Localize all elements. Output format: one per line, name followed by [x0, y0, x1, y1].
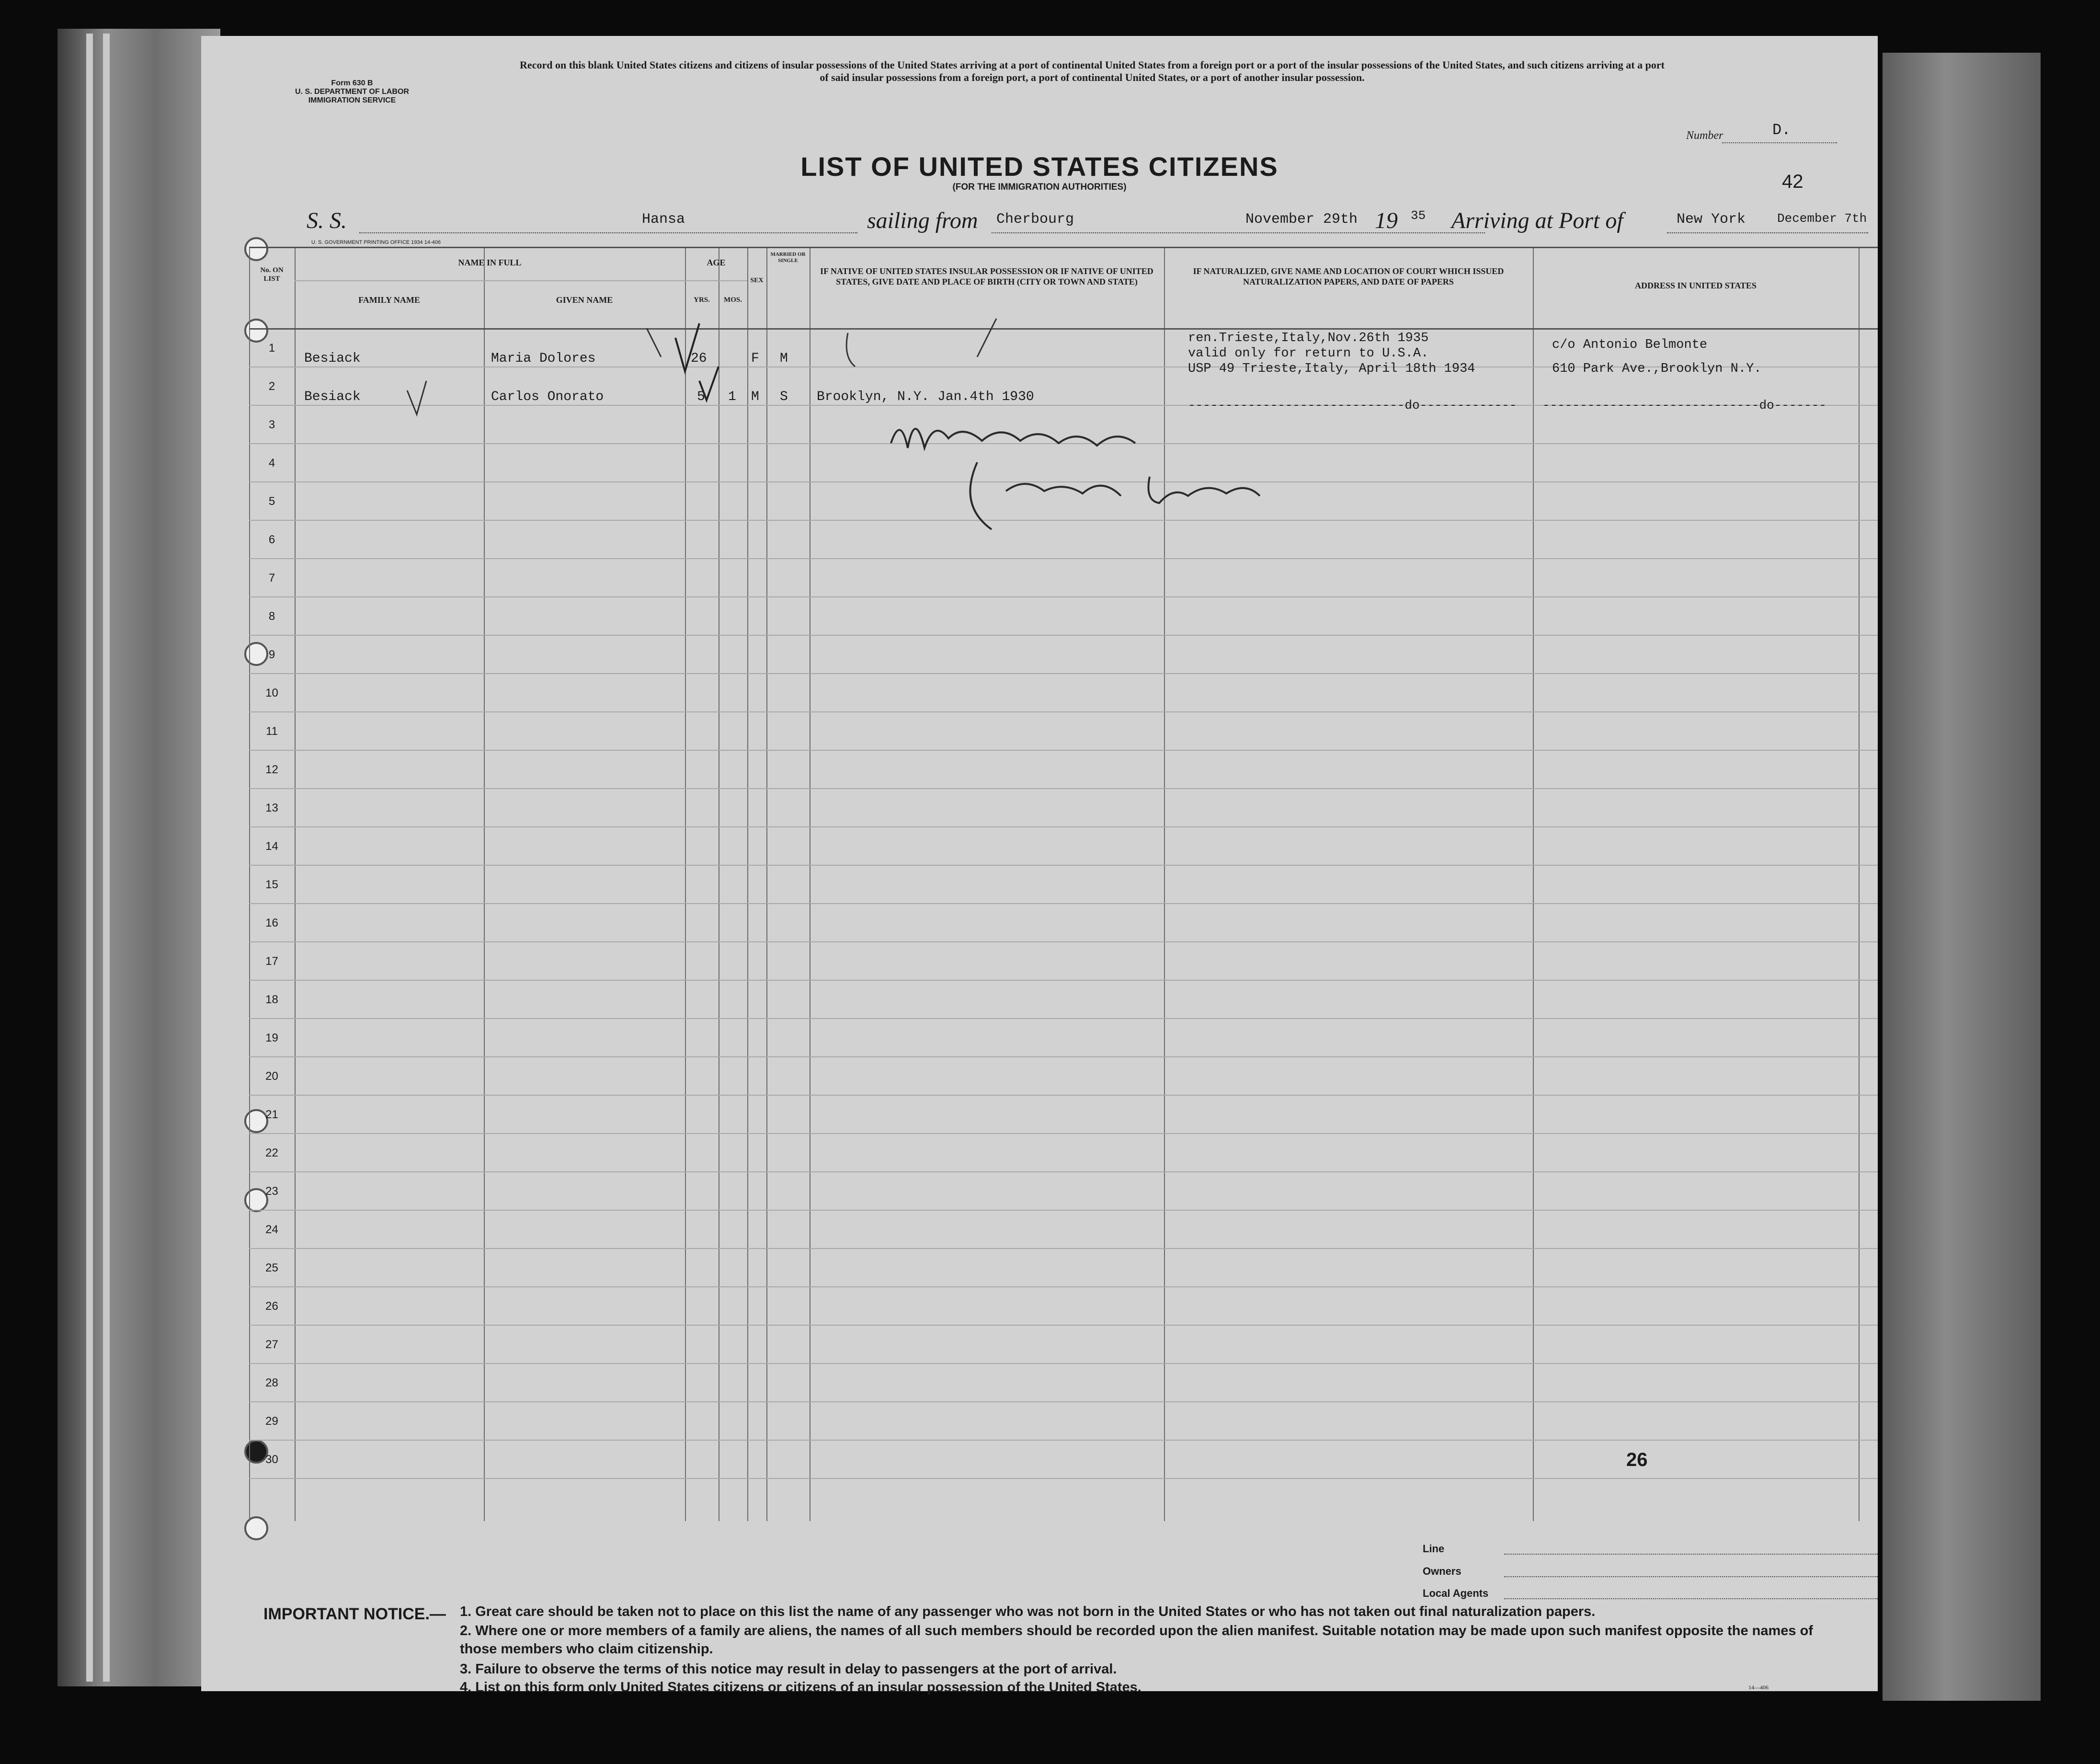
local-agents-field	[1504, 1598, 1878, 1599]
record-instructions: Record on this blank United States citizens and citizens of insular possessions of the United States arriving at a port of continental United States from a foreign port or a port of the insular possessions of the United States, and such citizens arriving at a port of said insular possessions from a foreign port, a port of continental United States, or a port of another insular possession.	[520, 59, 1665, 83]
page-subtitle: (FOR THE IMMIGRATION AUTHORITIES)	[952, 182, 1127, 192]
arriving-label: Arriving at Port of	[1451, 208, 1623, 233]
stamp-number: 26	[1626, 1449, 1648, 1470]
naturalization-1b: valid only for return to U.S.A.	[1188, 346, 1429, 361]
department: U. S. DEPARTMENT OF LABOR	[295, 88, 409, 96]
row-line	[249, 788, 1878, 789]
number-value: D.	[1772, 121, 1791, 139]
row-number: 16	[265, 916, 278, 929]
row-line	[249, 941, 1878, 942]
row-line	[249, 1363, 1878, 1364]
line-label: Line	[1423, 1543, 1445, 1555]
row-line	[249, 1210, 1878, 1211]
ink-stroke	[647, 328, 661, 357]
address-1b: 610 Park Ave.,Brooklyn N.Y.	[1552, 362, 1762, 376]
checkmark	[699, 367, 719, 400]
row-number: 22	[265, 1146, 278, 1159]
departure-year: 35	[1411, 208, 1426, 223]
row-line	[249, 980, 1878, 981]
row-line	[249, 673, 1878, 674]
binder-strip	[86, 34, 93, 1682]
row-line	[249, 1401, 1878, 1402]
col-address: ADDRESS IN UNITED STATES	[1635, 281, 1757, 290]
col-no-on-list: No. ON LIST	[260, 266, 284, 283]
ink-stroke	[977, 319, 996, 357]
row-line	[249, 903, 1878, 904]
row-line	[249, 1056, 1878, 1057]
col-yrs: YRS.	[694, 296, 710, 304]
col-naturalized: IF NATURALIZED, GIVE NAME AND LOCATION OF COURT WHICH ISSUED NATURALIZATION PAPERS, AND DATE OF PAPERS	[1193, 266, 1504, 286]
ink-stroke	[846, 333, 855, 367]
row-number: 11	[266, 725, 278, 738]
notice-heading: IMPORTANT NOTICE.—	[263, 1605, 446, 1623]
notice-item-4: 4. List on this form only United States citizens or citizens of an insular possession of the United States.	[460, 1680, 1141, 1695]
number-label: Number	[1686, 129, 1723, 142]
checkmark	[407, 381, 426, 414]
row-number: 13	[265, 802, 278, 814]
form-number: Form 630 B	[331, 79, 373, 87]
row-number: 6	[268, 533, 275, 546]
sailing-label: sailing from	[867, 208, 978, 233]
row-number: 4	[268, 457, 275, 470]
row-number: 29	[265, 1415, 278, 1428]
row-line	[249, 865, 1878, 866]
row-number: 1	[268, 342, 275, 355]
row-line	[249, 711, 1878, 712]
signature-2	[948, 448, 1284, 553]
ship-name: Hansa	[642, 211, 685, 228]
binder-left	[57, 29, 220, 1686]
family-name-2: Besiack	[304, 389, 361, 404]
naturalization-1a: ren.Trieste,Italy,Nov.26th 1935	[1188, 331, 1429, 345]
row-number: 19	[265, 1031, 278, 1044]
col-mos: MOS.	[724, 296, 742, 304]
row-number: 28	[265, 1376, 278, 1389]
row-line	[249, 1286, 1878, 1287]
number-line	[1722, 142, 1837, 143]
row-number: 14	[265, 840, 278, 853]
row-line	[249, 1248, 1878, 1249]
row-line	[249, 826, 1878, 827]
checkmark	[675, 323, 699, 371]
col-age: AGE	[707, 258, 726, 267]
row-number: 24	[265, 1223, 278, 1236]
col-family-name: FAMILY NAME	[358, 295, 420, 305]
row-line	[249, 1440, 1878, 1441]
birth-2: Brooklyn, N.Y. Jan.4th 1930	[817, 389, 1034, 404]
col-given-name: GIVEN NAME	[556, 295, 613, 305]
printing-note: U. S. GOVERNMENT PRINTING OFFICE 1934 14-406	[311, 240, 441, 245]
address-2: -----------------------------do-------	[1542, 398, 1826, 412]
arrival-port: New York	[1677, 211, 1746, 228]
notice-item-1: 1. Great care should be taken not to place on this list the name of any passenger who was not born in the United States or who has not taken out final naturalization papers.	[460, 1604, 1596, 1619]
address-1a: c/o Antonio Belmonte	[1552, 338, 1708, 352]
row-line	[249, 1171, 1878, 1172]
col-name-in-full: NAME IN FULL	[458, 258, 522, 267]
sex-1: F	[751, 351, 759, 366]
row-line	[249, 750, 1878, 751]
departure-line	[992, 232, 1485, 233]
col-married-or-single: MARRIED OR SINGLE	[770, 252, 806, 263]
row-number: 17	[265, 955, 278, 968]
year-prefix: 19	[1375, 208, 1398, 233]
row-number: 5	[268, 495, 275, 508]
notice-item-2: 2. Where one or more members of a family are aliens, the names of all such members should be recorded upon the alien manifest. Suitable notation may be made upon such manifest opposite the names of those members who claim citizenship.	[460, 1623, 1813, 1657]
row-number: 21	[265, 1108, 278, 1121]
row-line	[249, 1018, 1878, 1019]
form-id	[249, 79, 455, 105]
given-name-1: Maria Dolores	[491, 351, 596, 366]
binder-right	[1883, 53, 2041, 1701]
owners-field	[1504, 1576, 1878, 1577]
arrival-date: December 7th	[1777, 211, 1867, 226]
manifest-page	[201, 36, 1878, 1695]
row-line	[249, 1478, 1878, 1479]
naturalization-1c: USP 49 Trieste,Italy, April 18th 1934	[1188, 362, 1475, 376]
col-sex: SEX	[750, 277, 764, 284]
page-number: 42	[1782, 171, 1803, 192]
page-title: LIST OF UNITED STATES CITIZENS	[800, 151, 1278, 182]
row-line	[249, 1325, 1878, 1326]
row-number: 25	[265, 1261, 278, 1274]
owners-label: Owners	[1423, 1565, 1461, 1577]
row-number: 26	[265, 1300, 278, 1313]
sex-2: M	[751, 389, 759, 404]
row-line	[249, 1133, 1878, 1134]
local-agents-label: Local Agents	[1423, 1587, 1489, 1599]
yrs-2: 5	[697, 389, 705, 404]
row-number: 27	[265, 1338, 278, 1351]
service: IMMIGRATION SERVICE	[308, 96, 396, 104]
binder-strip	[103, 34, 110, 1682]
ship-line	[359, 232, 857, 233]
form-code: 14—406	[1748, 1684, 1769, 1691]
row-number: 9	[268, 648, 275, 661]
row-number: 7	[268, 572, 275, 584]
row-line	[249, 558, 1878, 559]
line-field	[1504, 1554, 1878, 1555]
departure-date: November 29th	[1245, 211, 1358, 228]
row-number: 3	[268, 418, 275, 431]
marital-1: M	[780, 351, 788, 366]
row-number: 15	[265, 878, 278, 891]
row-number: 18	[265, 993, 278, 1006]
departure-port: Cherbourg	[996, 211, 1074, 228]
given-name-2: Carlos Onorato	[491, 389, 604, 404]
arrival-line	[1667, 232, 1868, 233]
row-number: 8	[268, 610, 275, 623]
row-number: 10	[265, 687, 278, 699]
ship-label: S. S.	[307, 208, 347, 233]
family-name-1: Besiack	[304, 351, 361, 366]
naturalization-2: -----------------------------do-------------	[1188, 398, 1517, 412]
row-number: 12	[265, 763, 278, 776]
col-birth: IF NATIVE OF UNITED STATES INSULAR POSSESSION OR IF NATIVE OF UNITED STATES, GIVE DATE AND PLACE OF BIRTH (CITY OR TOWN AND STATE)	[820, 266, 1153, 286]
notice-item-3: 3. Failure to observe the terms of this notice may result in delay to passengers at the port of arrival.	[460, 1661, 1117, 1677]
mos-2: 1	[728, 389, 736, 404]
row-number: 2	[268, 380, 275, 393]
passenger-table	[201, 247, 1878, 1521]
row-line	[249, 1095, 1878, 1096]
marital-2: S	[780, 389, 788, 404]
row-number: 23	[265, 1185, 278, 1198]
row-line	[249, 596, 1878, 597]
yrs-1: 26	[691, 351, 707, 366]
row-number: 20	[265, 1070, 278, 1083]
row-line	[249, 635, 1878, 636]
row-number: 30	[265, 1453, 278, 1466]
